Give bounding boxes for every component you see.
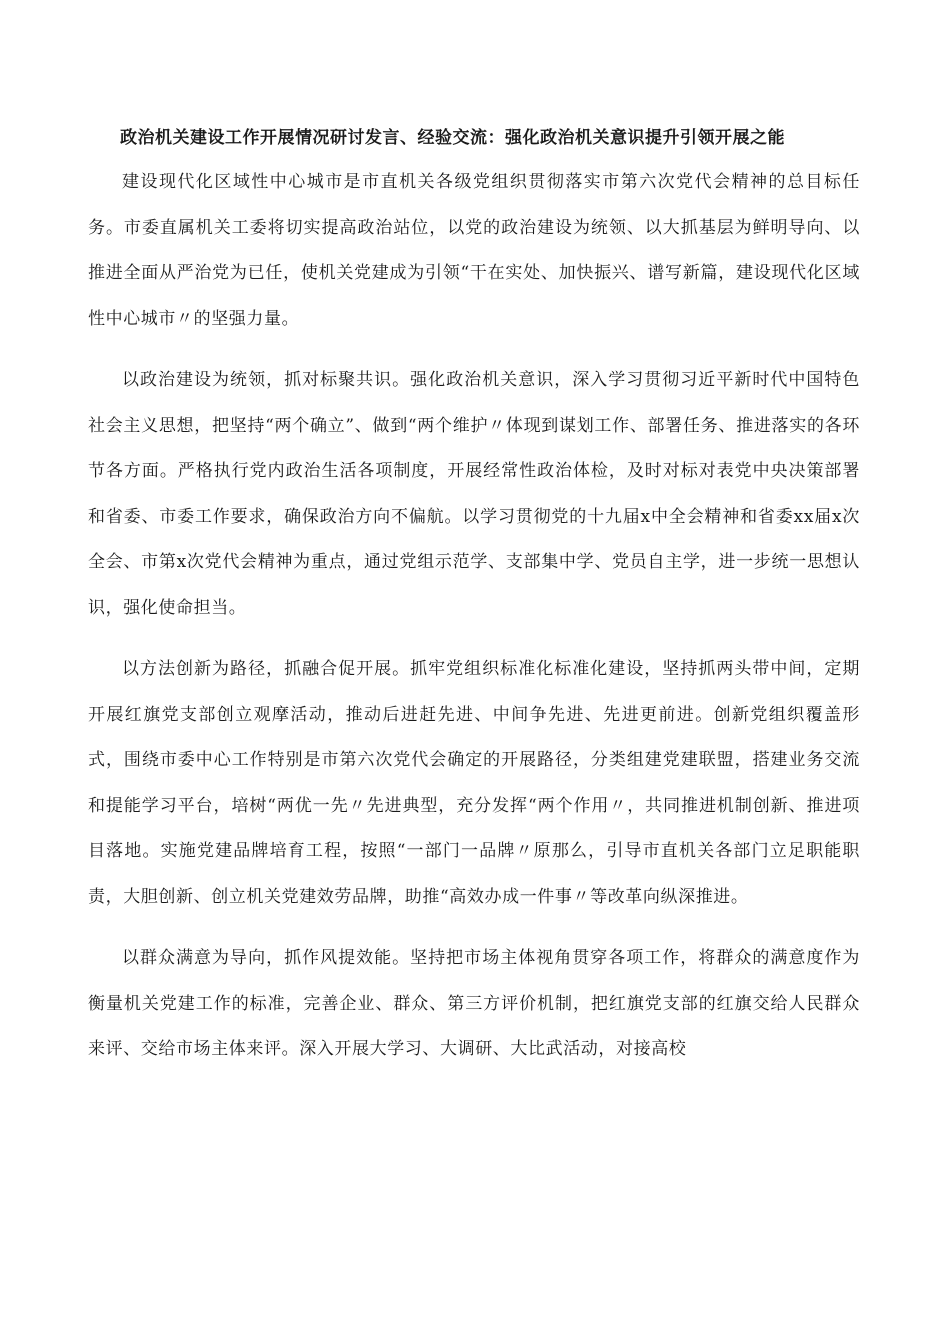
paragraph-2: 以政治建设为统领，抓对标聚共识。强化政治机关意识，深入学习贯彻习近平新时代中国特色社会主义思想，把坚持“两个确立”、做到“两个维护〃体现到谋划工作、部署任务、推进落实的各环节各方面。严格执行党内政治生活各项制度，开展经常性政治体检，及时对标对表党中央决策部署和省委、市委工作要求，确保政治方向不偏航。以学习贯彻党的十九届x中全会精神和省委xx届x次全会、市第x次党代会精神为重点，通过党组示范学、支部集中学、党员自主学，进一步统一思想认识，强化使命担当。	[88, 370, 860, 618]
paragraph-3: 以方法创新为路径，抓融合促开展。抓牢党组织标准化标准化建设，坚持抓两头带中间，定期开展红旗党支部创立观摩活动，推动后进赶先进、中间争先进、先进更前进。创新党组织覆盖形式，围绕市委中心工作特别是市第六次党代会确定的开展路径，分类组建党建联盟，搭建业务交流和提能学习平台，培树“两优一先〃先进典型，充分发挥“两个作用〃，共同推进机制创新、推进项目落地。实施党建品牌培育工程，按照“一部门一品牌〃原那么，引导市直机关各部门立足职能职责，大胆创新、创立机关党建效劳品牌，助推“高效办成一件事〃等改革向纵深推进。	[88, 659, 860, 907]
paragraph-1: 建设现代化区域性中心城市是市直机关各级党组织贯彻落实市第六次党代会精神的总目标任务。市委直属机关工委将切实提高政治站位，以党的政治建设为统领、以大抓基层为鲜明导向、以推进全面从严治党为已任，使机关党建成为引领“干在实处、加快振兴、谱写新篇，建设现代化区域性中心城市〃的坚强力量。	[88, 172, 860, 329]
document-body	[88, 160, 860, 1089]
paragraph-4: 以群众满意为导向，抓作风提效能。坚持把市场主体视角贯穿各项工作，将群众的满意度作为衡量机关党建工作的标准，完善企业、群众、第三方评价机制，把红旗党支部的红旗交给人民群众来评、交给市场主体来评。深入开展大学习、大调研、大比武活动，对接高校	[88, 948, 860, 1059]
document-title: 政治机关建设工作开展情况研讨发言、经验交流：强化政治机关意识提升引领开展之能	[120, 128, 785, 148]
